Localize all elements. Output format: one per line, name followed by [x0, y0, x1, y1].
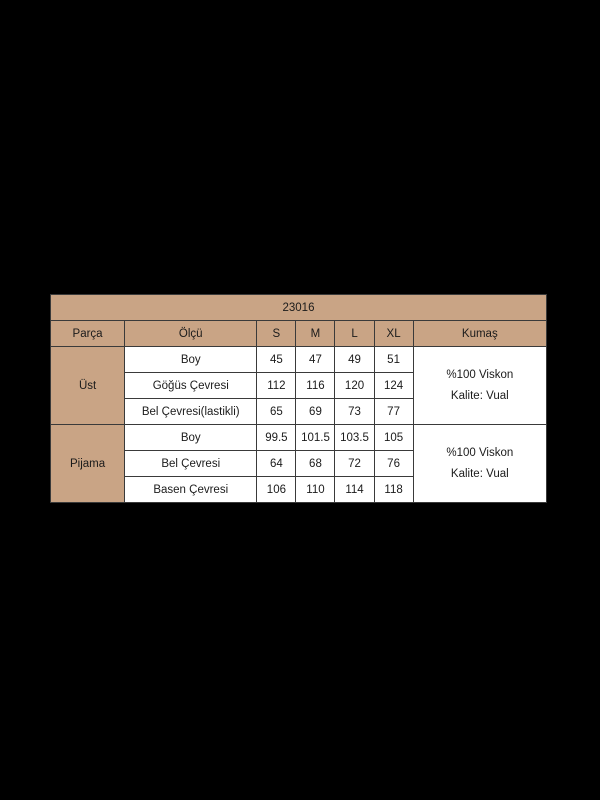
measure-value-l: 49 — [335, 347, 374, 373]
measure-value-xl: 124 — [374, 373, 413, 399]
measure-value-xl: 51 — [374, 347, 413, 373]
measure-value-xl: 76 — [374, 451, 413, 477]
measure-value-l: 120 — [335, 373, 374, 399]
measure-value-s: 64 — [257, 451, 296, 477]
measure-value-s: 65 — [257, 399, 296, 425]
measure-value-xl: 118 — [374, 477, 413, 503]
header-size-xl: XL — [374, 321, 413, 347]
measure-value-m: 69 — [296, 399, 335, 425]
fabric-quality: Kalite: Vual — [450, 389, 509, 402]
size-table — [50, 294, 547, 503]
measure-value-s: 99.5 — [257, 425, 296, 451]
size-chart — [50, 294, 547, 503]
measure-label: Boy — [125, 425, 257, 451]
group-name-ust: Üst — [51, 347, 125, 425]
measure-value-xl: 105 — [374, 425, 413, 451]
measure-value-l: 114 — [335, 477, 374, 503]
measure-label: Bel Çevresi — [125, 451, 257, 477]
header-kumas: Kumaş — [413, 321, 546, 347]
fabric-quality: Kalite: Vual — [450, 467, 509, 480]
table-row — [51, 425, 547, 451]
measure-value-l: 73 — [335, 399, 374, 425]
measure-value-m: 101.5 — [296, 425, 335, 451]
measure-value-xl: 77 — [374, 399, 413, 425]
measure-value-s: 112 — [257, 373, 296, 399]
measure-value-l: 72 — [335, 451, 374, 477]
header-size-l: L — [335, 321, 374, 347]
fabric-composition: %100 Viskon — [446, 369, 514, 382]
fabric-info-pijama — [413, 425, 546, 503]
header-parca: Parça — [51, 321, 125, 347]
measure-value-m: 47 — [296, 347, 335, 373]
measure-value-m: 68 — [296, 451, 335, 477]
measure-label: Bel Çevresi(lastikli) — [125, 399, 257, 425]
measure-value-s: 106 — [257, 477, 296, 503]
table-header-row — [51, 321, 547, 347]
measure-value-m: 110 — [296, 477, 335, 503]
fabric-composition: %100 Viskon — [446, 447, 514, 460]
measure-value-l: 103.5 — [335, 425, 374, 451]
table-title-row — [51, 295, 547, 321]
measure-label: Basen Çevresi — [125, 477, 257, 503]
measure-value-m: 116 — [296, 373, 335, 399]
table-row — [51, 347, 547, 373]
header-size-m: M — [296, 321, 335, 347]
header-size-s: S — [257, 321, 296, 347]
measure-value-s: 45 — [257, 347, 296, 373]
group-name-pijama: Pijama — [51, 425, 125, 503]
table-title: 23016 — [51, 295, 547, 321]
measure-label: Göğüs Çevresi — [125, 373, 257, 399]
measure-label: Boy — [125, 347, 257, 373]
fabric-info-ust — [413, 347, 546, 425]
header-olcu: Ölçü — [125, 321, 257, 347]
